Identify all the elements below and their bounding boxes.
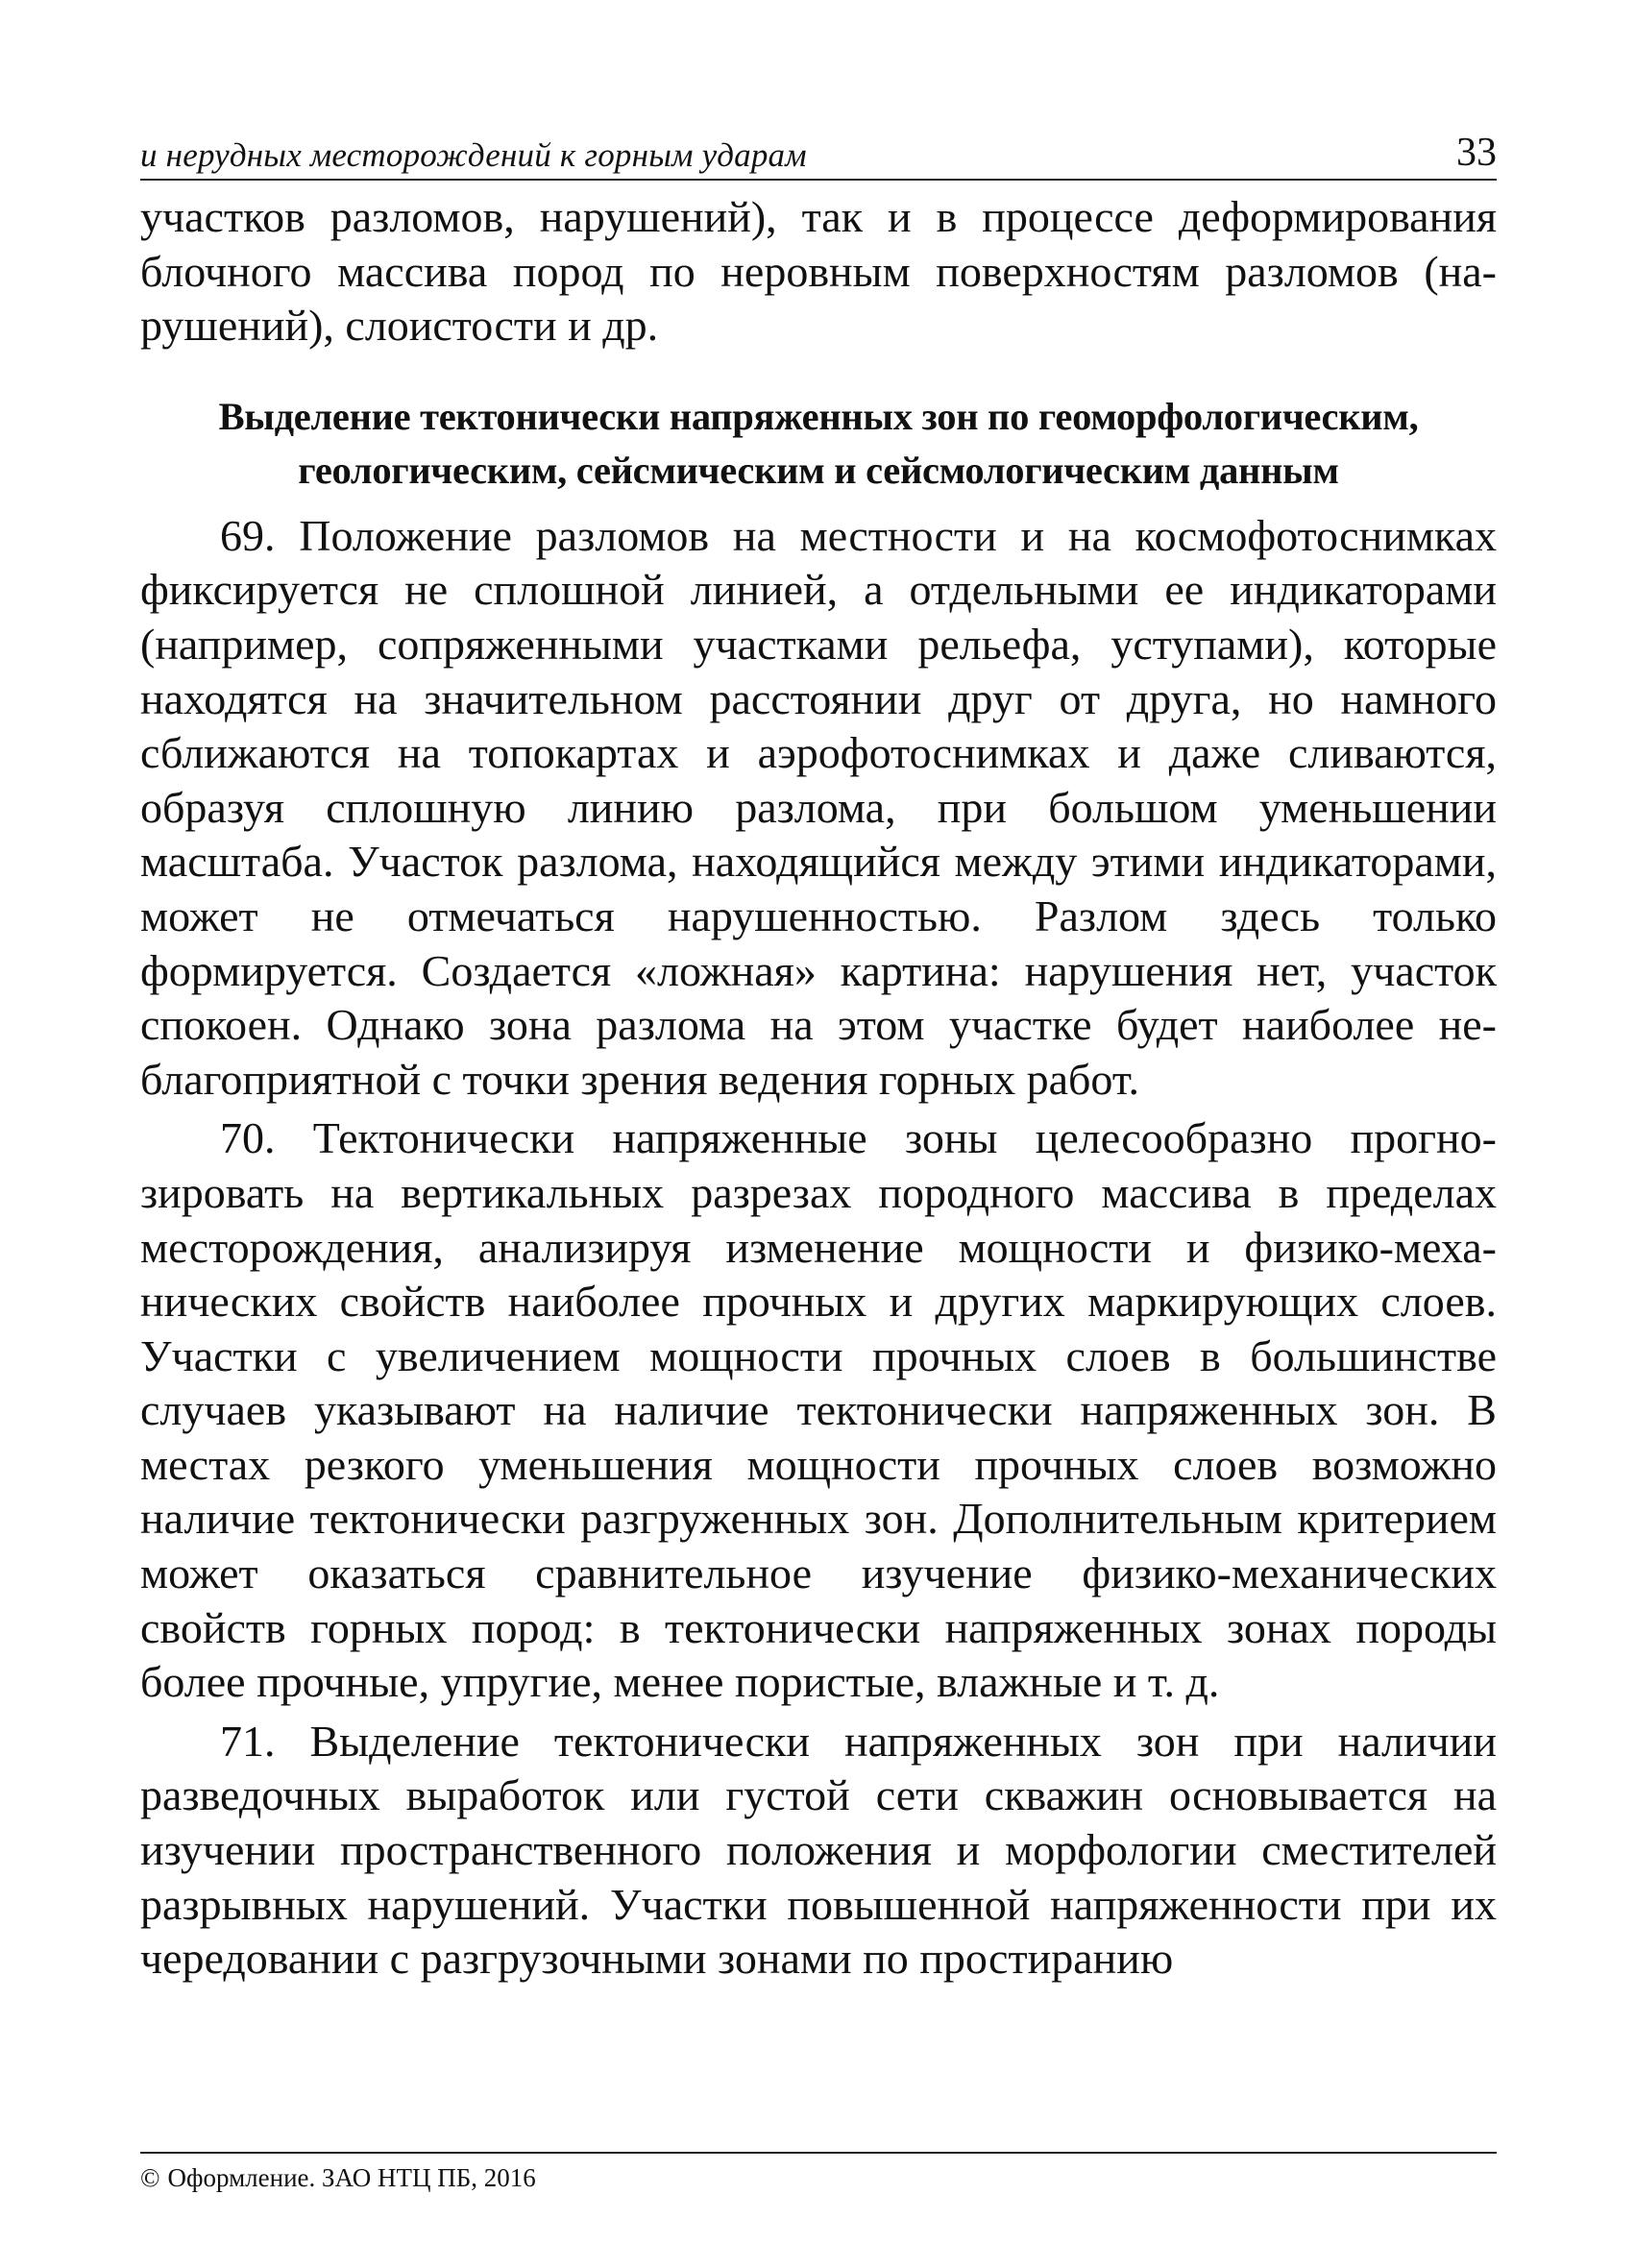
section-heading: Выделение тектонически напряженных зон по геоморфологическим, геологическим, сейсмическим и сейсмологическим данным: [218, 394, 1419, 492]
page-number: 33: [1456, 131, 1497, 175]
page-footer: [140, 2152, 1497, 2193]
paragraph-70: 70. Тектонически напряженные зоны целесообразно прогнозировать на вертикальных разрезах породного массива в пределах месторождения, анализируя изменение мощности и физико-механических свойств наиболее прочных и других маркирующих слоев. Участки с увеличением мощности прочных слоев в большинстве случаев указывают на наличие тектонически напряженных зон. В местах резкого уменьшения мощности прочных слоев возможно наличие тектонически разгруженных зон. Дополнительным критерием может оказаться сравнительное изучение физико-механических свойств горных пород: в тектонически напряженных зонах породы более прочные, упругие, менее пористые, влажные и т. д.: [140, 1113, 1497, 1707]
paragraph-69: 69. Положение разломов на местности и на космофотоснимках фиксируется не сплошной линией, а отдельными ее индикаторами (например, сопряженными участками рельефа, уступами), которые находятся на значительном расстоянии друг от друга, но намного сближаются на топокартах и аэрофотоснимках и даже сливаются, образуя сплошную линию разлома, при большом уменьшении масштаба. Участок разлома, находящийся между этими индикаторами, может не отмечаться нарушенностью. Разлом здесь только формируется. Создается «ложная» картина: нарушения нет, участок спокоен. Однако зона разлома на этом участке будет наиболее неблагоприятной с точки зрения ведения горных работ.: [140, 510, 1497, 1104]
copyright-text: Оформление. ЗАО НТЦ ПБ, 2016: [167, 2163, 536, 2192]
running-title: и нерудных месторождений к горным ударам: [140, 136, 807, 174]
continued-paragraph: участков разломов, нарушений), так и в процессе деформирования блочного массива пород по неровным поверхностям разломов (нарушений), слоистости и др.: [140, 192, 1497, 351]
document-page: [140, 115, 1497, 1991]
paragraph-71: 71. Выделение тектонически напряженных зон при наличии разведочных выработок или густой сети скважин основывается на изучении пространственного положения и морфологии сместителей разрывных нарушений. Участки повышенной напряженности при их чередовании с разгрузочными зонами по простиранию: [140, 1716, 1497, 1984]
copyright-symbol: ©: [140, 2163, 160, 2192]
running-header: [140, 115, 1497, 181]
